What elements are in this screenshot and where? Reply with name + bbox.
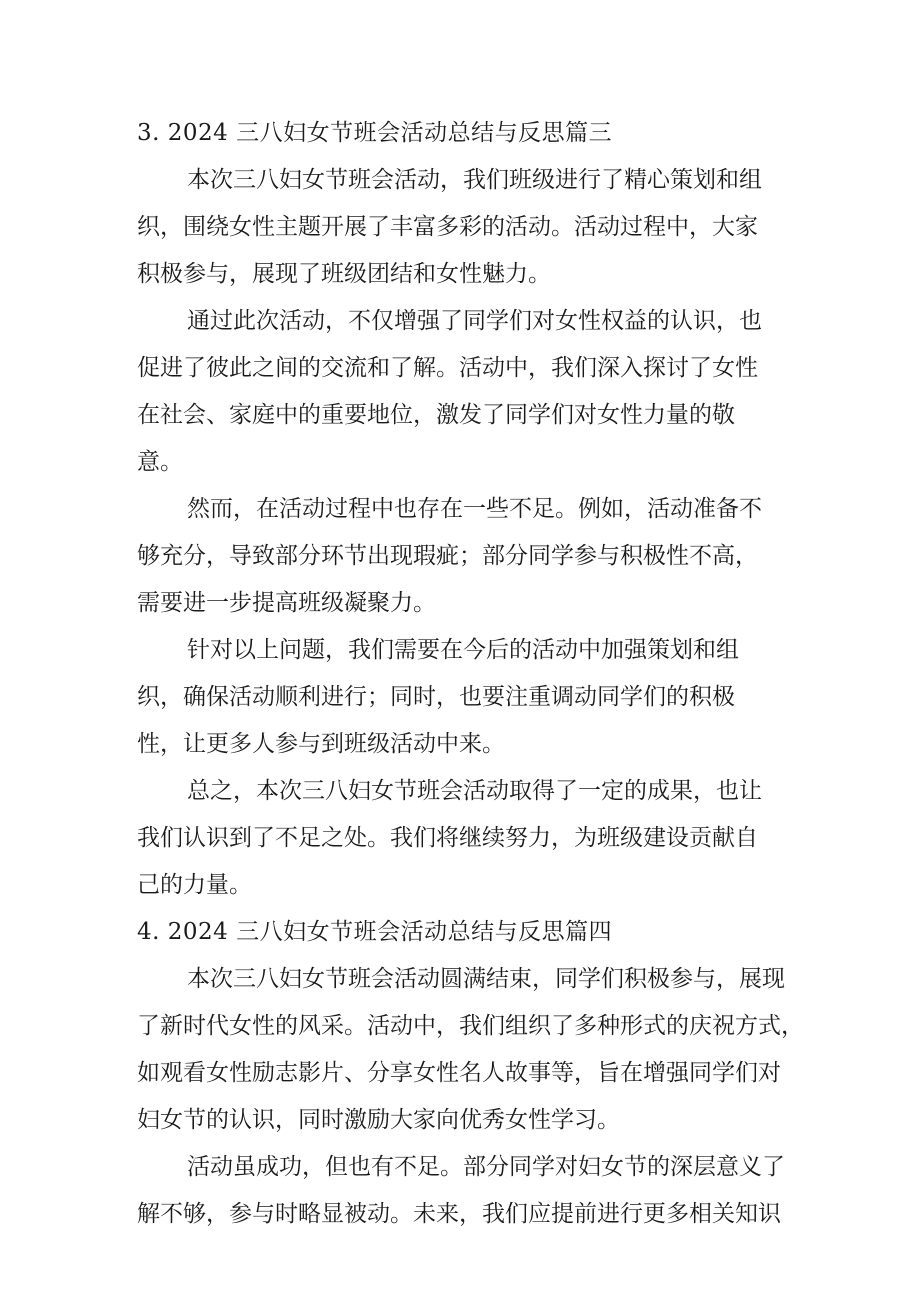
paragraph-line: 如观看女性励志影片、分享女性名人故事等，旨在增强同学们对	[137, 1060, 781, 1086]
section-heading: 4. 2024 三八妇女节班会活动总结与反思篇四	[137, 919, 613, 945]
paragraph-line: 意。	[137, 449, 183, 475]
paragraph-line: 织，围绕女性主题开展了丰富多彩的活动。活动过程中，大家	[137, 214, 758, 240]
document-body	[137, 110, 804, 1238]
paragraph-line: 够充分，导致部分环节出现瑕疵；部分同学参与积极性不高，	[137, 543, 758, 569]
paragraph-line: 了新时代女性的风采。活动中，我们组织了多种形式的庆祝方式，	[137, 1013, 804, 1039]
paragraph-line: 己的力量。	[137, 872, 252, 898]
paragraph-line: 活动虽成功，但也有不足。部分同学对妇女节的深层意义了	[187, 1154, 785, 1180]
paragraph	[137, 768, 787, 909]
paragraph	[137, 486, 787, 627]
paragraph	[137, 298, 787, 486]
paragraph-line: 促进了彼此之间的交流和了解。活动中，我们深入探讨了女性	[137, 355, 758, 381]
paragraph	[137, 157, 787, 298]
paragraph	[137, 1144, 787, 1238]
paragraph-line: 通过此次活动，不仅增强了同学们对女性权益的认识，也	[187, 308, 762, 334]
paragraph-line: 总之，本次三八妇女节班会活动取得了一定的成果，也让	[187, 778, 762, 804]
paragraph-line: 性，让更多人参与到班级活动中来。	[137, 731, 505, 757]
paragraph-line: 妇女节的认识，同时激励大家向优秀女性学习。	[137, 1107, 620, 1133]
paragraph-line: 在社会、家庭中的重要地位，激发了同学们对女性力量的敬	[137, 402, 735, 428]
paragraph-line: 积极参与，展现了班级团结和女性魅力。	[137, 261, 551, 287]
paragraph-line: 本次三八妇女节班会活动，我们班级进行了精心策划和组	[187, 167, 762, 193]
paragraph-line: 需要进一步提高班级凝聚力。	[137, 590, 436, 616]
paragraph-line: 然而，在活动过程中也存在一些不足。例如，活动准备不	[187, 496, 762, 522]
paragraph	[137, 956, 804, 1144]
paragraph-line: 解不够，参与时略显被动。未来，我们应提前进行更多相关知识	[137, 1201, 781, 1227]
paragraph-line: 织，确保活动顺利进行；同时，也要注重调动同学们的积极	[137, 684, 735, 710]
paragraph-line: 我们认识到了不足之处。我们将继续努力，为班级建设贡献自	[137, 825, 758, 851]
paragraph-line: 针对以上问题，我们需要在今后的活动中加强策划和组	[187, 637, 739, 663]
section-heading: 3. 2024 三八妇女节班会活动总结与反思篇三	[137, 120, 613, 146]
paragraph	[137, 627, 787, 768]
paragraph-line: 本次三八妇女节班会活动圆满结束，同学们积极参与，展现	[187, 966, 785, 992]
